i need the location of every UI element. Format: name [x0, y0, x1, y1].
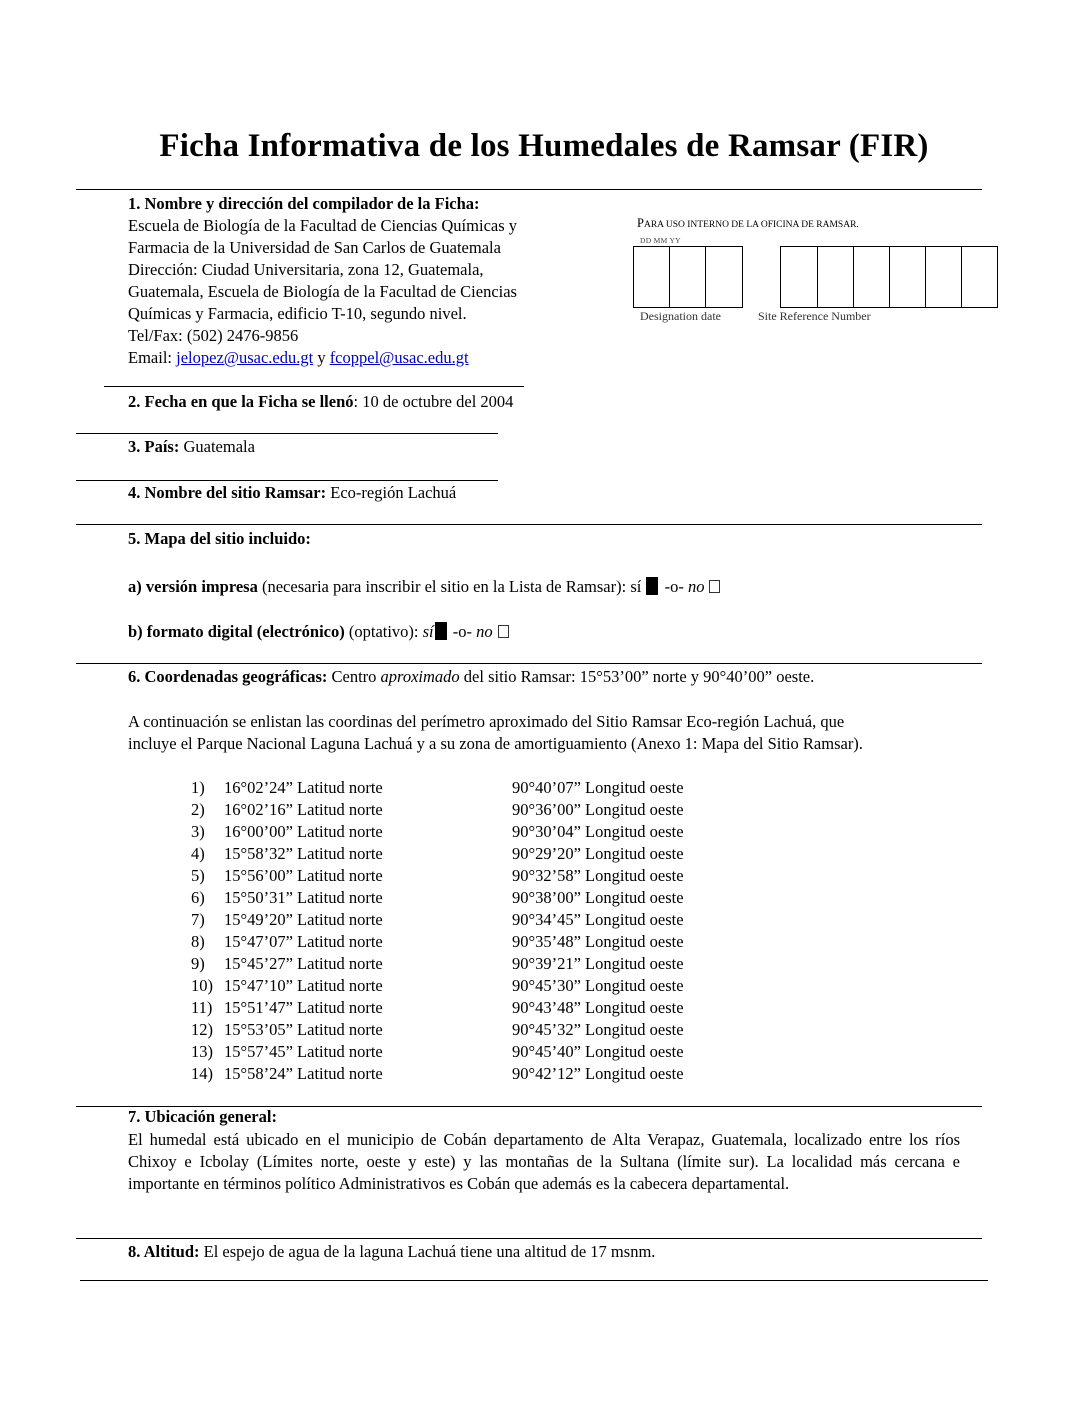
designation-date-boxes: [633, 246, 743, 308]
coordinate-longitude: 90°39’21” Longitud oeste: [512, 954, 684, 973]
email-link-1[interactable]: jelopez@usac.edu.gt: [176, 348, 314, 367]
office-use-label: PARA USO INTERNO DE LA OFICINA DE RAMSAR.: [637, 216, 859, 230]
coordinate-latitude: 15°58’32” Latitud norte: [224, 844, 383, 863]
coordinate-longitude: 90°43’48” Longitud oeste: [512, 998, 684, 1017]
section-divider: [76, 1238, 982, 1239]
email-label: Email:: [128, 348, 172, 367]
box-divider: [853, 247, 854, 307]
coordinate-number: 1): [191, 778, 205, 797]
document-title: Ficha Informativa de los Humedales de Ramsar (FIR): [159, 128, 929, 164]
coordinate-latitude: 15°56’00” Latitud norte: [224, 866, 383, 885]
section-5b: b) formato digital (electrónico) (optativo): sí -o- no: [128, 621, 509, 643]
coordinate-latitude: 15°51’47” Latitud norte: [224, 998, 383, 1017]
box-divider: [961, 247, 962, 307]
section-2: [128, 391, 513, 413]
section-6-intro: 6. Coordenadas geográficas: Centro aproximado del sitio Ramsar: 15°53’00” norte y 90°40’00” oeste.: [128, 667, 815, 686]
s1-line: Tel/Fax: (502) 2476-9856: [128, 326, 299, 345]
section-7-text: El humedal está ubicado en el municipio de Cobán departamento de Alta Verapaz, Guatemala, localizado entre los ríos Chixoy e Icbolay (Límites norte, oeste y este) y las montañas de la Sultana (límite sur). La localidad más cercana e importante en términos político Administrativos es Cobán que además es la cabecera departamental.: [128, 1130, 960, 1193]
box-divider: [925, 247, 926, 307]
coordinate-longitude: 90°36’00” Longitud oeste: [512, 800, 684, 819]
email-and: y: [317, 348, 326, 367]
coordinate-longitude: 90°35’48” Longitud oeste: [512, 932, 684, 951]
designation-date-label: Designation date: [640, 309, 721, 323]
section-1-heading: 1. Nombre y dirección del compilador de la Ficha:: [128, 194, 480, 213]
coordinate-latitude: 15°50’31” Latitud norte: [224, 888, 383, 907]
coordinate-number: 6): [191, 888, 205, 907]
coordinate-number: 10): [191, 976, 213, 995]
section-divider: [104, 386, 524, 387]
checkbox-checked[interactable]: [435, 622, 447, 640]
section-2-value: : 10 de octubre del 2004: [353, 392, 514, 411]
section-3-value: Guatemala: [179, 437, 255, 456]
checkbox-empty[interactable]: [498, 625, 509, 638]
coordinate-number: 8): [191, 932, 205, 951]
section-4-value: Eco-región Lachuá: [326, 483, 457, 502]
section-7-heading: 7. Ubicación general:: [128, 1107, 277, 1126]
coordinate-number: 4): [191, 844, 205, 863]
coordinate-latitude: 15°45’27” Latitud norte: [224, 954, 383, 973]
coordinate-longitude: 90°32’58” Longitud oeste: [512, 866, 684, 885]
coordinate-longitude: 90°45’30” Longitud oeste: [512, 976, 684, 995]
coordinate-latitude: 15°53’05” Latitud norte: [224, 1020, 383, 1039]
coordinate-longitude: 90°45’40” Longitud oeste: [512, 1042, 684, 1061]
section-divider: [76, 189, 982, 190]
coordinate-number: 14): [191, 1064, 213, 1083]
coordinate-latitude: 15°47’10” Latitud norte: [224, 976, 383, 995]
coordinate-number: 11): [191, 998, 213, 1017]
section-divider: [76, 433, 498, 434]
section-4-heading: 4. Nombre del sitio Ramsar:: [128, 483, 327, 502]
ddmmyy-label: DD MM YY: [640, 236, 681, 245]
coordinate-latitude: 16°02’24” Latitud norte: [224, 778, 383, 797]
coordinate-number: 12): [191, 1020, 213, 1039]
site-reference-boxes: [780, 246, 998, 308]
s1-line: Dirección: Ciudad Universitaria, zona 12, Guatemala,: [128, 260, 484, 279]
coordinate-number: 13): [191, 1042, 213, 1061]
coordinate-longitude: 90°38’00” Longitud oeste: [512, 888, 684, 907]
email-line: [128, 347, 469, 369]
coordinate-longitude: 90°29’20” Longitud oeste: [512, 844, 684, 863]
section-2-heading: 2. Fecha en que la Ficha se llenó: [128, 392, 354, 411]
section-divider: [76, 480, 498, 481]
box-divider: [817, 247, 818, 307]
section-divider: [76, 663, 982, 664]
box-divider: [669, 247, 670, 307]
coordinate-latitude: 15°57’45” Latitud norte: [224, 1042, 383, 1061]
section-5a: a) versión impresa (necesaria para inscribir el sitio en la Lista de Ramsar): sí -o- no: [128, 576, 720, 598]
coordinate-longitude: 90°42’12” Longitud oeste: [512, 1064, 684, 1083]
box-divider: [705, 247, 706, 307]
coordinate-number: 2): [191, 800, 205, 819]
s1-line: Químicas y Farmacia, edificio T-10, segundo nivel.: [128, 304, 467, 323]
box-divider: [889, 247, 890, 307]
section-divider: [76, 524, 982, 525]
site-reference-label: Site Reference Number: [758, 309, 871, 323]
coordinate-latitude: 15°58’24” Latitud norte: [224, 1064, 383, 1083]
coordinate-latitude: 16°02’16” Latitud norte: [224, 800, 383, 819]
coordinate-longitude: 90°40’07” Longitud oeste: [512, 778, 684, 797]
coordinate-latitude: 16°00’00” Latitud norte: [224, 822, 383, 841]
checkbox-checked[interactable]: [646, 577, 658, 595]
coordinate-number: 7): [191, 910, 205, 929]
coordinate-longitude: 90°30’04” Longitud oeste: [512, 822, 684, 841]
coordinate-number: 5): [191, 866, 205, 885]
s1-line: Escuela de Biología de la Facultad de Ciencias Químicas y: [128, 216, 518, 235]
checkbox-empty[interactable]: [709, 580, 720, 593]
s1-line: Guatemala, Escuela de Biología de la Facultad de Ciencias: [128, 282, 517, 301]
email-link-2[interactable]: fcoppel@usac.edu.gt: [329, 348, 469, 367]
section-3: [128, 436, 255, 458]
coordinate-longitude: 90°34’45” Longitud oeste: [512, 910, 684, 929]
coordinate-latitude: 15°49’20” Latitud norte: [224, 910, 383, 929]
section-8: 8. Altitud: El espejo de agua de la laguna Lachuá tiene una altitud de 17 msnm.: [128, 1242, 656, 1261]
coordinate-longitude: 90°45’32” Longitud oeste: [512, 1020, 684, 1039]
coordinate-number: 9): [191, 954, 205, 973]
section-6-para: incluye el Parque Nacional Laguna Lachuá y a su zona de amortiguamiento (Anexo 1: Mapa del Sitio Ramsar).: [128, 734, 863, 753]
coordinate-number: 3): [191, 822, 205, 841]
section-divider: [80, 1280, 988, 1281]
s1-line: Farmacia de la Universidad de San Carlos de Guatemala: [128, 238, 501, 257]
section-3-heading: 3. País:: [128, 437, 180, 456]
coordinate-latitude: 15°47’07” Latitud norte: [224, 932, 383, 951]
section-6-para: A continuación se enlistan las coordinas del perímetro aproximado del Sitio Ramsar Eco-región Lachuá, que: [128, 712, 845, 731]
section-5-heading: 5. Mapa del sitio incluido:: [128, 529, 311, 548]
section-4: [128, 482, 456, 504]
